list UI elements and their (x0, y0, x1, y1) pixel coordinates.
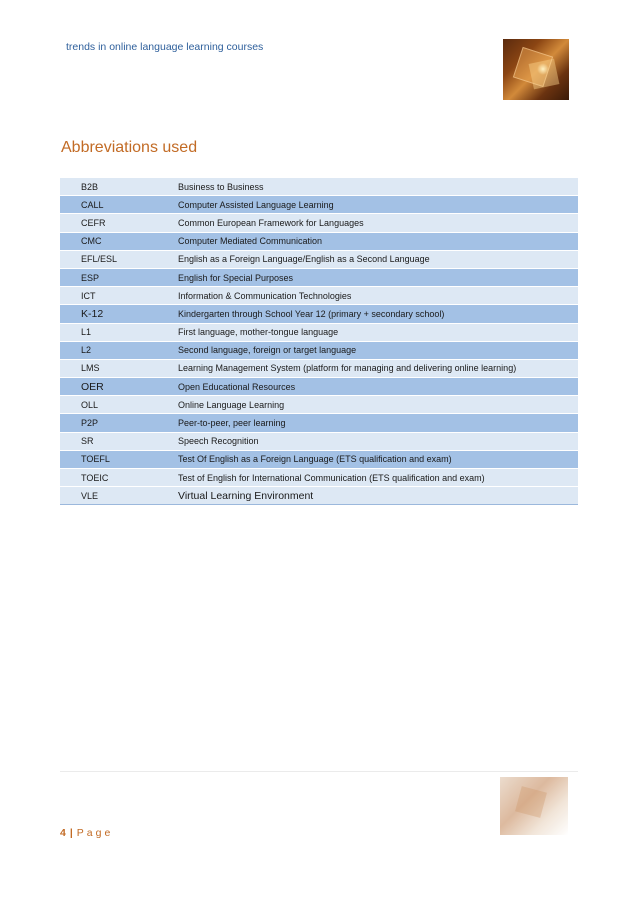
table-row (60, 487, 578, 505)
table-row (60, 178, 578, 196)
page-number: 4 (60, 827, 66, 839)
abbreviation-cell: L2 (60, 341, 169, 359)
abbreviation-cell: EFL/ESL (60, 250, 169, 268)
abbreviation-cell: P2P (60, 414, 169, 432)
abbreviation-cell: L1 (60, 323, 169, 341)
abbreviation-cell: SR (60, 432, 169, 450)
abbreviation-cell: CEFR (60, 214, 169, 232)
abbreviation-cell: VLE (60, 487, 169, 505)
description-cell: First language, mother-tongue language (169, 323, 578, 341)
page-word: Page (76, 827, 114, 839)
description-cell: English as a Foreign Language/English as a Second Language (169, 250, 578, 268)
abstract-squares-logo-icon (500, 777, 568, 835)
abbreviation-cell: CMC (60, 232, 169, 250)
table-row (60, 469, 578, 487)
description-cell: Virtual Learning Environment (169, 487, 578, 505)
abbreviation-cell: ESP (60, 268, 169, 286)
abbreviation-cell: B2B (60, 178, 169, 196)
description-cell: Computer Mediated Communication (169, 232, 578, 250)
description-cell: Information & Communication Technologies (169, 287, 578, 305)
description-cell: Speech Recognition (169, 432, 578, 450)
description-cell: English for Special Purposes (169, 268, 578, 286)
description-cell: Kindergarten through School Year 12 (primary + secondary school) (169, 305, 578, 323)
description-cell: Business to Business (169, 178, 578, 196)
description-cell: Computer Assisted Language Learning (169, 196, 578, 214)
document-header-title: trends in online language learning courses (66, 41, 264, 53)
abbreviation-cell: TOEIC (60, 469, 169, 487)
description-cell: Test Of English as a Foreign Language (ETS qualification and exam) (169, 450, 578, 468)
table-row (60, 378, 578, 396)
description-cell: Online Language Learning (169, 396, 578, 414)
description-cell: Common European Framework for Languages (169, 214, 578, 232)
abbreviation-cell: LMS (60, 359, 169, 377)
table-row (60, 323, 578, 341)
description-cell: Second language, foreign or target language (169, 341, 578, 359)
table-row (60, 214, 578, 232)
abbreviation-cell: TOEFL (60, 450, 169, 468)
description-cell: Open Educational Resources (169, 378, 578, 396)
page-separator: | (69, 827, 73, 839)
table-row (60, 359, 578, 377)
section-heading: Abbreviations used (61, 139, 198, 156)
table-row (60, 232, 578, 250)
abbreviations-table (60, 178, 578, 505)
table-row (60, 414, 578, 432)
abbreviation-cell: CALL (60, 196, 169, 214)
table-row (60, 305, 578, 323)
abbreviation-cell: OLL (60, 396, 169, 414)
footer-divider (60, 771, 578, 772)
table-row (60, 250, 578, 268)
table-row (60, 396, 578, 414)
table-row (60, 432, 578, 450)
abbreviation-cell: K-12 (60, 305, 169, 323)
description-cell: Peer-to-peer, peer learning (169, 414, 578, 432)
abstract-squares-logo-icon (503, 39, 569, 100)
table-row (60, 450, 578, 468)
page-number-label (60, 827, 113, 839)
description-cell: Learning Management System (platform for managing and delivering online learning) (169, 359, 578, 377)
abbreviation-cell: ICT (60, 287, 169, 305)
table-row (60, 341, 578, 359)
description-cell: Test of English for International Communication (ETS qualification and exam) (169, 469, 578, 487)
abbreviation-cell: OER (60, 378, 169, 396)
table-row (60, 268, 578, 286)
table-row (60, 196, 578, 214)
table-row (60, 287, 578, 305)
